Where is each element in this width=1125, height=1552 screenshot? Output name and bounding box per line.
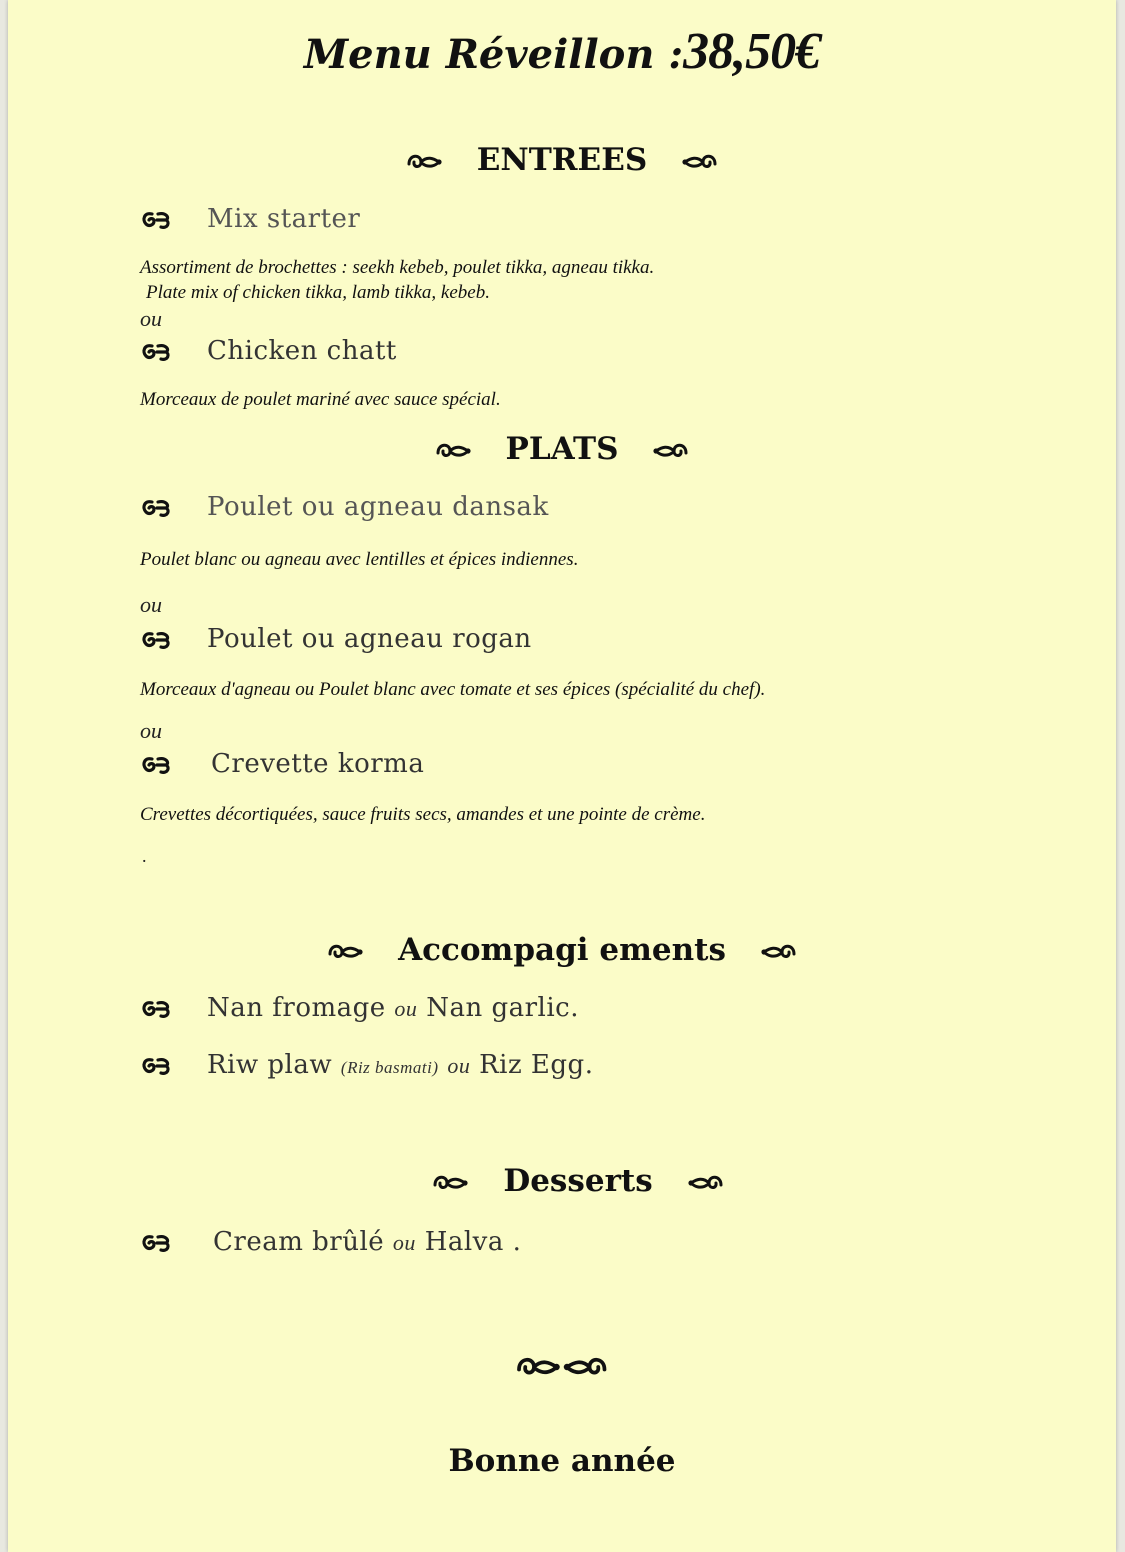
dessert-item bbox=[213, 1227, 521, 1257]
left-flourish-icon bbox=[405, 150, 443, 174]
dish-description: Morceaux de poulet mariné avec sauce spécial. bbox=[140, 389, 501, 410]
left-flourish-icon bbox=[434, 439, 472, 463]
section-heading-entrees bbox=[8, 142, 1116, 178]
dish-name-rogan: Poulet ou agneau rogan bbox=[207, 624, 532, 654]
ornamental-bullet-icon bbox=[140, 498, 172, 518]
ornamental-bullet-icon bbox=[140, 1233, 172, 1253]
section-title-desserts: Desserts bbox=[503, 1163, 653, 1199]
or-separator: ou bbox=[394, 996, 418, 1021]
ornamental-bullet-icon bbox=[140, 210, 172, 230]
stray-dot: . bbox=[142, 846, 147, 866]
menu-price: 38,50€ bbox=[683, 23, 821, 80]
or-separator: ou bbox=[392, 1230, 416, 1255]
side-dish-nan-garlic: Nan garlic. bbox=[426, 993, 579, 1023]
right-flourish-icon bbox=[652, 439, 690, 463]
side-dish-rice bbox=[207, 1050, 593, 1080]
side-dish-nan bbox=[207, 993, 579, 1023]
dish-name-chicken-chatt: Chicken chatt bbox=[207, 336, 397, 366]
dish-description: Poulet blanc ou agneau avec lentilles et épices indiennes. bbox=[140, 549, 579, 570]
menu-title bbox=[8, 22, 1116, 81]
section-title-plats: PLATS bbox=[505, 431, 619, 467]
dish-description: Assortiment de brochettes : seekh kebeb, poulet tikka, agneau tikka. bbox=[140, 257, 655, 278]
ornamental-bullet-icon bbox=[140, 755, 172, 775]
section-title-entrees: ENTREES bbox=[476, 142, 648, 178]
section-heading-accompagnements bbox=[8, 932, 1116, 968]
or-separator: ou bbox=[140, 592, 162, 617]
ornamental-bullet-icon bbox=[140, 630, 172, 650]
dish-name-mix-starter: Mix starter bbox=[207, 204, 361, 234]
side-dish-riw-plaw: Riw plaw bbox=[207, 1050, 333, 1080]
ornamental-bullet-icon bbox=[140, 1056, 172, 1076]
ornamental-bullet-icon bbox=[140, 999, 172, 1019]
side-dish-riz-egg: Riz Egg. bbox=[479, 1050, 594, 1080]
side-dish-nan-fromage: Nan fromage bbox=[207, 993, 386, 1023]
right-flourish-icon bbox=[760, 940, 798, 964]
menu-title-text: Menu Réveillon : bbox=[303, 31, 684, 78]
section-heading-desserts bbox=[24, 1163, 1125, 1199]
section-heading-plats bbox=[8, 431, 1116, 467]
left-flourish-icon bbox=[326, 940, 364, 964]
footer-greeting: Bonne année bbox=[448, 1443, 676, 1479]
dish-description: Crevettes décortiquées, sauce fruits secs, amandes et une pointe de crème. bbox=[140, 804, 706, 825]
or-separator: ou bbox=[140, 306, 162, 331]
right-flourish-icon bbox=[681, 150, 719, 174]
divider-flourish-icon bbox=[510, 1348, 614, 1382]
left-flourish-icon bbox=[431, 1171, 469, 1195]
side-dish-note: (Riz basmati) bbox=[340, 1058, 439, 1077]
right-flourish-icon bbox=[687, 1171, 725, 1195]
or-separator: ou bbox=[447, 1053, 471, 1078]
dish-description: Plate mix of chicken tikka, lamb tikka, kebeb. bbox=[146, 282, 490, 303]
dish-name-crevette-korma: Crevette korma bbox=[211, 749, 425, 779]
dessert-cream-brulee: Cream brûlé bbox=[213, 1227, 385, 1257]
or-separator: ou bbox=[140, 718, 162, 743]
dish-name-dansak: Poulet ou agneau dansak bbox=[207, 492, 549, 522]
section-title-accompagnements: Accompagi ements bbox=[398, 932, 726, 968]
ornamental-bullet-icon bbox=[140, 342, 172, 362]
dessert-halva: Halva . bbox=[424, 1227, 522, 1257]
menu-page bbox=[8, 0, 1116, 1552]
dish-description: Morceaux d'agneau ou Poulet blanc avec tomate et ses épices (spécialité du chef). bbox=[140, 679, 766, 700]
